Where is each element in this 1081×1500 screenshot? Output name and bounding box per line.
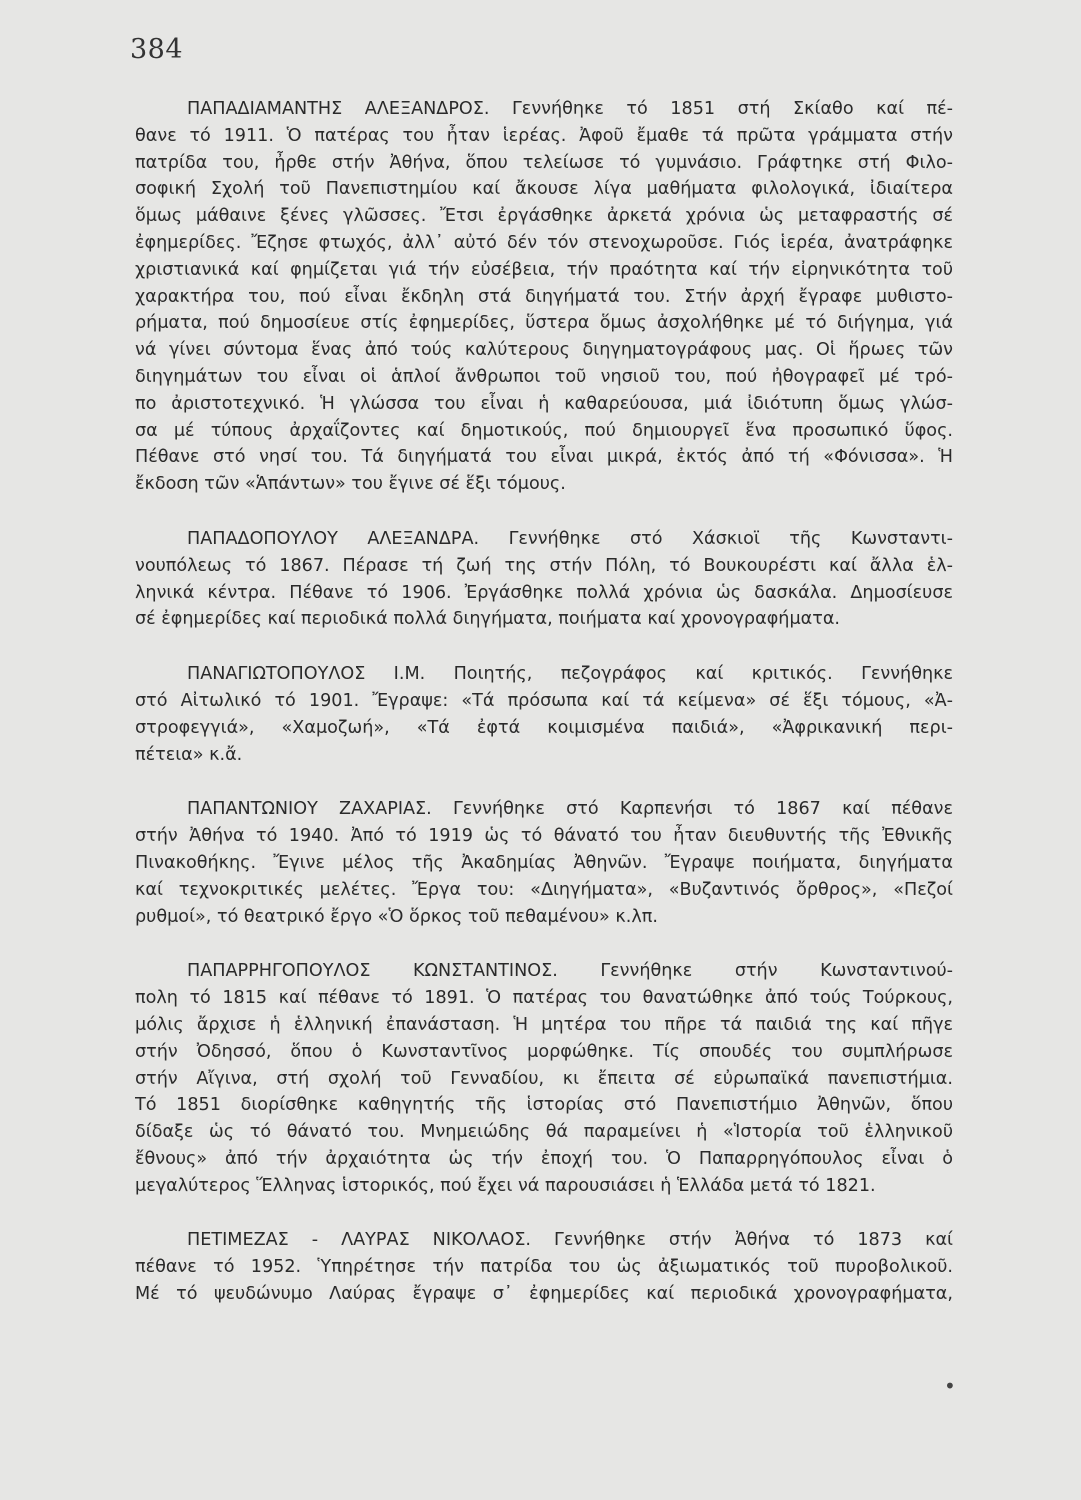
- entry-line: χαρακτήρα του, πού εἶναι ἔκδηλη στά διηγήματά του. Στήν ἀρχή ἔγραφε μυθιστο-: [135, 286, 953, 307]
- entry-line: καί τεχνοκριτικές μελέτες. Ἔργα του: «Διηγήματα», «Βυζαντινός ὄρθρος», «Πεζοί: [135, 879, 953, 900]
- entry-line: ἐφημερίδες. Ἔζησε φτωχός, ἀλλ᾿ αὐτό δέν τόν στενοχωροῦσε. Γιός ἱερέα, ἀνατράφηκε: [135, 232, 953, 253]
- entry-line: ὅμως μάθαινε ξένες γλῶσσες. Ἔτσι ἐργάσθηκε ἀρκετά χρόνια ὡς μεταφραστής σέ: [135, 206, 953, 227]
- entry-line: ΠΑΝΑΓΙΩΤΟΠΟΥΛΟΣ Ι.Μ. Ποιητής, πεζογράφος καί κριτικός. Γεννήθηκε: [187, 664, 953, 685]
- entry-line: Πέθανε στό νησί του. Τά διηγήματά του εἶναι μικρά, ἐκτός ἀπό τή «Φόνισσα». Ἡ: [135, 447, 953, 468]
- entry-line: σοφική Σχολή τοῦ Πανεπιστημίου καί ἄκουσε λίγα μαθήματα φιλολογικά, ἰδιαίτερα: [135, 179, 953, 200]
- entry-line: στό Αἰτωλικό τό 1901. Ἔγραψε: «Τά πρόσωπα καί τά κείμενα» σέ ἕξι τόμους, «Ἀ-: [135, 690, 953, 711]
- entry-line: πο ἀριστοτεχνικό. Ἡ γλώσσα του εἶναι ἡ καθαρεύουσα, μιά ἰδιότυπη ὅμως γλώσ-: [135, 393, 953, 414]
- entry-line: πατρίδα του, ἦρθε στήν Ἀθήνα, ὅπου τελείωσε τό γυμνάσιο. Γράφτηκε στή Φιλο-: [135, 152, 953, 173]
- entry-line: Τό 1851 διορίσθηκε καθηγητής τῆς ἱστορίας στό Πανεπιστήμιο Ἀθηνῶν, ὅπου: [135, 1095, 953, 1116]
- entry-line: ΠΕΤΙΜΕΖΑΣ - ΛΑΥΡΑΣ ΝΙΚΟΛΑΟΣ. Γεννήθηκε στήν Ἀθήνα τό 1873 καί: [187, 1230, 953, 1251]
- entry-line: ρυθμοί», τό θεατρικό ἔργο «Ὁ ὅρκος τοῦ πεθαμένου» κ.λπ.: [135, 906, 658, 927]
- entry-line: Πινακοθήκης. Ἔγινε μέλος τῆς Ἀκαδημίας Ἀθηνῶν. Ἔγραψε ποιήματα, διηγήματα: [135, 852, 953, 873]
- entry-papantoniou: [135, 796, 953, 930]
- entry-line: ἔκδοση τῶν «Ἁπάντων» του ἔγινε σέ ἕξι τόμους.: [135, 474, 566, 495]
- page-number: 384: [130, 34, 184, 65]
- entry-paparrigopoulos: [135, 958, 953, 1199]
- entry-line: νουπόλεως τό 1867. Πέρασε τή ζωή της στήν Πόλη, τό Βουκουρέστι καί ἄλλα ἑλ-: [135, 555, 953, 576]
- entry-line: Μέ τό ψευδώνυμο Λαύρας ἔγραψε σ᾿ ἐφημερίδες καί περιοδικά χρονογραφήματα,: [135, 1284, 953, 1305]
- entry-line: σα μέ τύπους ἀρχαΐζοντες καί δημοτικούς, πού δημιουργεῖ ἕνα προσωπικό ὕφος.: [135, 420, 953, 441]
- entry-line: πολη τό 1815 καί πέθανε τό 1891. Ὁ πατέρας του θανατώθηκε ἀπό τούς Τούρκους,: [135, 988, 953, 1009]
- entry-line: πέτεια» κ.ἄ.: [135, 744, 243, 765]
- entry-papadopoulou: [135, 526, 953, 633]
- entry-petimezas-lavras: [135, 1227, 953, 1307]
- entry-line: διηγημάτων του εἶναι οἱ ἁπλοί ἄνθρωποι τοῦ νησιοῦ του, πού ἠθογραφεῖ μέ τρό-: [135, 366, 953, 387]
- entry-line: δίδαξε ὡς τό θάνατό του. Μνημειώδης θά παραμείνει ἡ «Ἱστορία τοῦ ἑλληνικοῦ: [135, 1122, 953, 1143]
- entry-line: στήν Ἀθήνα τό 1940. Ἀπό τό 1919 ὡς τό θάνατό του ἦταν διευθυντής τῆς Ἐθνικῆς: [135, 826, 953, 847]
- entry-line: ΠΑΠΑΝΤΩΝΙΟΥ ΖΑΧΑΡΙΑΣ. Γεννήθηκε στό Καρπενήσι τό 1867 καί πέθανε: [187, 799, 953, 820]
- entry-line: ληνικά κέντρα. Πέθανε τό 1906. Ἐργάσθηκε πολλά χρόνια ὡς δασκάλα. Δημοσίευσε: [135, 582, 953, 603]
- entry-line: μόλις ἄρχισε ἡ ἑλληνική ἐπανάσταση. Ἡ μητέρα του πῆρε τά παιδιά της καί πῆγε: [135, 1014, 953, 1035]
- entry-papadiamantis: [135, 96, 953, 498]
- page-body: [135, 96, 953, 1336]
- entry-line: στήν Αἴγινα, στή σχολή τοῦ Γενναδίου, κι ἔπειτα σέ εὐρωπαϊκά πανεπιστήμια.: [135, 1068, 953, 1089]
- entry-line: σέ ἐφημερίδες καί περιοδικά πολλά διηγήματα, ποιήματα καί χρονογραφήματα.: [135, 609, 841, 630]
- entry-line: ΠΑΠΑΡΡΗΓΟΠΟΥΛΟΣ ΚΩΝΣΤΑΝΤΙΝΟΣ. Γεννήθηκε στήν Κωνσταντινού-: [187, 961, 953, 982]
- entry-line: ἔθνους» ἀπό τήν ἀρχαιότητα ὡς τήν ἐποχή του. Ὁ Παπαρρηγόπουλος εἶναι ὁ: [135, 1148, 953, 1169]
- entry-line: ΠΑΠΑΔΟΠΟΥΛΟΥ ΑΛΕΞΑΝΔΡΑ. Γεννήθηκε στό Χάσκιοϊ τῆς Κωνσταντι-: [187, 528, 953, 549]
- entry-line: θανε τό 1911. Ὁ πατέρας του ἦταν ἱερέας. Ἀφοῦ ἔμαθε τά πρῶτα γράμματα στήν: [135, 125, 953, 146]
- entry-line: στροφεγγιά», «Χαμοζωή», «Τά ἐφτά κοιμισμένα παιδιά», «Ἀφρικανική περι-: [135, 717, 953, 738]
- margin-mark-icon: •: [944, 1374, 956, 1398]
- entry-line: μεγαλύτερος Ἕλληνας ἱστορικός, πού ἔχει νά παρουσιάσει ἡ Ἑλλάδα μετά τό 1821.: [135, 1175, 876, 1196]
- entry-line: ρήματα, πού δημοσίευε στίς ἐφημερίδες, ὕστερα ὅμως ἀσχολήθηκε μέ τό διήγημα, γιά: [135, 313, 953, 334]
- entry-line: χριστιανικά καί φημίζεται γιά τήν εὐσέβεια, τήν πραότητα καί τήν εἰρηνικότητα τοῦ: [135, 259, 953, 280]
- entry-line: στήν Ὀδησσό, ὅπου ὁ Κωνσταντῖνος μορφώθηκε. Τίς σπουδές του συμπλήρωσε: [135, 1041, 953, 1062]
- entry-line: ΠΑΠΑΔΙΑΜΑΝΤΗΣ ΑΛΕΞΑΝΔΡΟΣ. Γεννήθηκε τό 1851 στή Σκίαθο καί πέ-: [187, 99, 953, 119]
- entry-line: νά γίνει σύντομα ἕνας ἀπό τούς καλύτερους διηγηματογράφους μας. Οἱ ἥρωες τῶν: [135, 340, 953, 361]
- entry-line: πέθανε τό 1952. Ὑπηρέτησε τήν πατρίδα του ὡς ἀξιωματικός τοῦ πυροβολικοῦ.: [135, 1257, 953, 1278]
- entry-panagiotopoulos: [135, 661, 953, 768]
